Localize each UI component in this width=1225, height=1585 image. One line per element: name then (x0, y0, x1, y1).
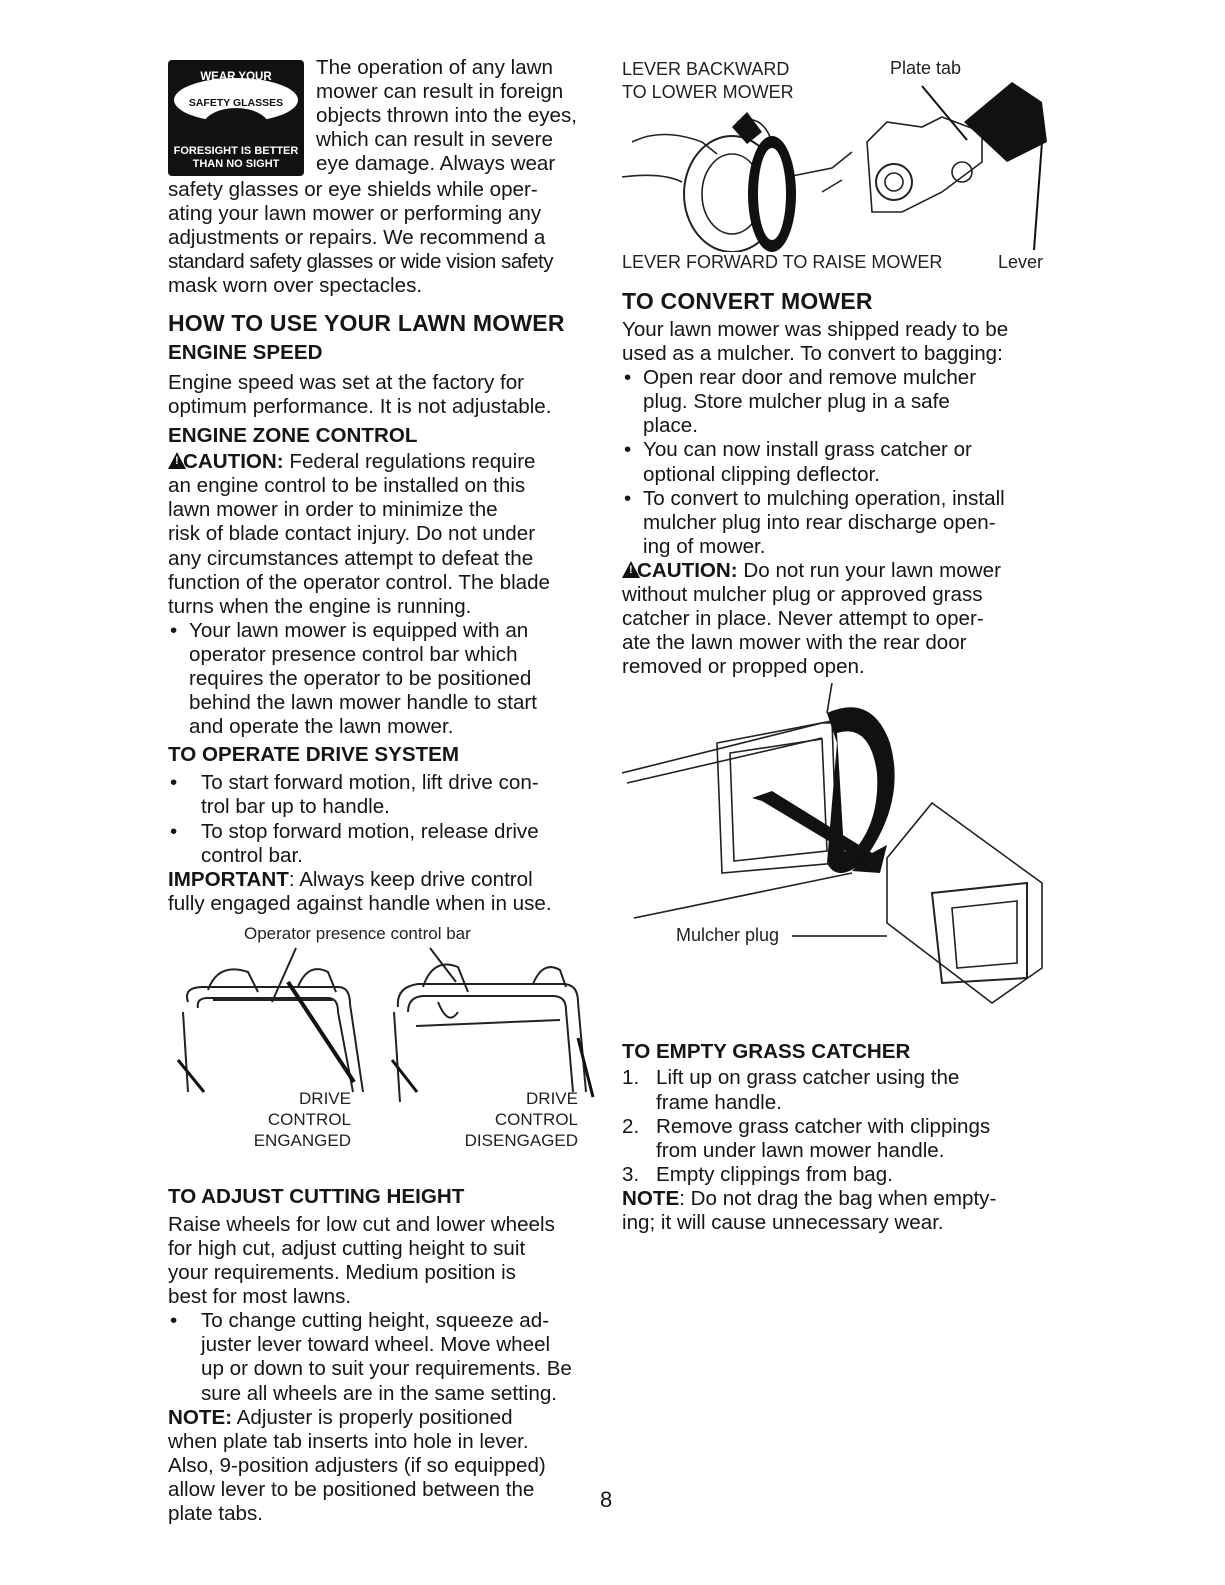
intro-line: objects thrown into the eyes, (316, 104, 578, 128)
engaged-line: DRIVE (299, 1088, 351, 1108)
operator-bar-caption: Operator presence control bar (244, 923, 471, 943)
step-line: Remove grass catcher with clippings (656, 1114, 991, 1138)
safety-glasses-icon (168, 60, 304, 176)
safety-glasses-warning-label (168, 60, 304, 176)
engine-zone-heading: ENGINE ZONE CONTROL (168, 424, 418, 448)
step-line: Empty clippings from bag. (656, 1162, 893, 1186)
caution-icon (622, 561, 640, 578)
cutting-note (168, 1406, 596, 1526)
important-paragraph (168, 868, 596, 916)
operator-control-figure (168, 924, 596, 1154)
empty-note (622, 1187, 1050, 1235)
drive-bullet (168, 771, 596, 819)
intro-line: eye damage. Always wear (316, 152, 556, 176)
mulcher-plug-figure (622, 683, 1050, 1033)
step-number: 1. (622, 1066, 640, 1090)
engine-speed-line: optimum performance. It is not adjustable. (168, 395, 552, 419)
engine-speed-paragraph (168, 371, 596, 419)
convert-caution (622, 559, 1050, 679)
bullet-line: mulcher plug into rear discharge open- (643, 510, 996, 534)
cutting-line: for high cut, adjust cutting height to suit (168, 1236, 526, 1260)
lever-backward-line: TO LOWER MOWER (622, 82, 794, 102)
disengaged-line: DRIVE (526, 1088, 578, 1108)
caution-line: removed or propped open. (622, 655, 865, 679)
drive-bullet (168, 820, 596, 868)
engine-zone-line: Federal regulations require (283, 450, 536, 474)
caution-icon (168, 452, 186, 469)
note-line: : Do not drag the bag when empty- (679, 1186, 997, 1210)
engine-speed-heading: ENGINE SPEED (168, 341, 323, 364)
bullet-line: • Open rear door and remove mulcher (643, 366, 977, 390)
bullet-line: plug. Store mulcher plug in a safe (643, 390, 950, 414)
cutting-height-heading: TO ADJUST CUTTING HEIGHT (168, 1184, 465, 1208)
cutting-paragraph (168, 1213, 596, 1309)
engaged-line: CONTROL (267, 1109, 351, 1129)
bullet-line: ing of mower. (643, 534, 766, 558)
how-to-use-heading: HOW TO USE YOUR LAWN MOWER (168, 310, 565, 336)
intro-line: adjustments or repairs. We recommend a (168, 226, 546, 250)
bullet-line: juster lever toward wheel. Move wheel (201, 1333, 551, 1357)
bullet-line: • To convert to mulching operation, install (643, 486, 1005, 510)
bullet-line: • You can now install grass catcher or (643, 438, 972, 462)
engine-zone-line: turns when the engine is running. (168, 594, 472, 618)
wheel-lever-illustration (622, 82, 1052, 252)
convert-line: used as a mulcher. To convert to bagging: (622, 342, 1003, 366)
engine-speed-line: Engine speed was set at the factory for (168, 371, 525, 394)
cutting-line: your requirements. Medium position is (168, 1261, 516, 1285)
bullet-line: • To stop forward motion, release drive (201, 819, 539, 843)
cutting-line: Raise wheels for low cut and lower wheels (168, 1212, 555, 1236)
caution-line: catcher in place. Never attempt to oper- (622, 607, 984, 631)
convert-mower-heading: TO CONVERT MOWER (622, 288, 873, 314)
left-column (168, 56, 596, 1526)
right-column (622, 56, 1050, 1235)
note-line: plate tabs. (168, 1502, 264, 1525)
empty-step (622, 1163, 1050, 1187)
bullet-line: up or down to suit your requirements. Be (201, 1357, 572, 1381)
engaged-line: ENGANGED (253, 1130, 351, 1150)
convert-paragraph (622, 318, 1050, 366)
caution-line: without mulcher plug or approved grass (622, 583, 983, 607)
bullet-line: requires the operator to be positioned (189, 667, 532, 691)
intro-line: safety glasses or eye shields while oper- (168, 178, 538, 201)
engine-zone-line: any circumstances attempt to defeat the (168, 546, 534, 570)
engine-zone-line: an engine control to be installed on this (168, 474, 526, 498)
warning-label-line1: WEAR YOUR (200, 71, 272, 83)
convert-bullet (622, 487, 1050, 559)
important-line: fully engaged against handle when in use. (168, 891, 552, 915)
note-line: Also, 9-position adjusters (if so equipped) (168, 1453, 546, 1477)
intro-line: ating your lawn mower or performing any (168, 202, 542, 226)
warning-label-line4: THAN NO SIGHT (192, 158, 280, 170)
intro-line: which can result in severe (316, 128, 553, 152)
height-adjuster-figure (622, 56, 1050, 278)
important-line: : Always keep drive control (288, 867, 533, 891)
bullet-line: • To change cutting height, squeeze ad- (201, 1309, 550, 1333)
step-number: 3. (622, 1162, 640, 1186)
empty-step (622, 1115, 1050, 1163)
engine-zone-line: function of the operator control. The blade (168, 570, 550, 594)
cutting-line: best for most lawns. (168, 1285, 352, 1309)
engine-zone-line: lawn mower in order to minimize the (168, 498, 498, 522)
bullet-line: behind the lawn mower handle to start (189, 691, 538, 715)
intro-line: mower can result in foreign (316, 80, 564, 104)
convert-bullet (622, 438, 1050, 486)
note-label: NOTE: (168, 1405, 233, 1429)
caution-label: CAUTION: (637, 558, 738, 582)
intro-line: mask worn over spectacles. (168, 274, 423, 298)
bullet-line: operator presence control bar which (189, 642, 518, 666)
bullet-line: • To start forward motion, lift drive con- (201, 771, 539, 795)
engine-zone-paragraph (168, 450, 596, 619)
step-line: from under lawn mower handle. (656, 1138, 945, 1162)
important-label: IMPORTANT (168, 867, 289, 891)
empty-steps-list (622, 1066, 1050, 1186)
step-line: Lift up on grass catcher using the (656, 1066, 960, 1090)
mulcher-plug-illustration (622, 683, 1052, 1013)
bullet-line: optional clipping deflector. (643, 462, 880, 486)
bullet-line: sure all wheels are in the same setting. (201, 1381, 557, 1405)
caution-line: ate the lawn mower with the rear door (622, 631, 967, 655)
note-line: allow lever to be positioned between the (168, 1477, 535, 1501)
bullet-line: place. (643, 414, 698, 438)
note-line: Adjuster is properly positioned (232, 1405, 513, 1429)
mulcher-plug-caption: Mulcher plug (676, 925, 780, 946)
cutting-bullet (168, 1309, 596, 1405)
intro-line: standard safety glasses or wide vision safety (168, 250, 554, 274)
bullet-line: trol bar up to handle. (201, 795, 390, 819)
bullet-line: control bar. (201, 843, 303, 867)
engine-zone-line: risk of blade contact injury. Do not under (168, 522, 536, 546)
intro-line: The operation of any lawn (316, 56, 553, 79)
step-number: 2. (622, 1114, 640, 1138)
empty-step (622, 1066, 1050, 1114)
disengaged-line: CONTROL (494, 1109, 578, 1129)
page-number: 8 (600, 1487, 613, 1512)
lever-label: Lever (998, 252, 1044, 272)
note-line: ing; it will cause unnecessary wear. (622, 1210, 944, 1234)
convert-line: Your lawn mower was shipped ready to be (622, 318, 1009, 341)
note-line: when plate tab inserts into hole in lever. (168, 1429, 529, 1453)
warning-label-line2: SAFETY GLASSES (188, 97, 284, 109)
engaged-label (286, 1089, 351, 1109)
note-label: NOTE (622, 1186, 680, 1210)
lever-backward-line: LEVER BACKWARD (622, 59, 790, 79)
bullet-line: • Your lawn mower is equipped with an (189, 618, 529, 642)
warning-label-line3: FORESIGHT IS BETTER (173, 145, 299, 157)
plate-tab-label: Plate tab (890, 58, 962, 78)
caution-line: Do not run your lawn mower (737, 558, 1001, 582)
bullet-line: and operate the lawn mower. (189, 715, 454, 739)
lever-forward-label: LEVER FORWARD TO RAISE MOWER (622, 252, 943, 272)
empty-catcher-heading: TO EMPTY GRASS CATCHER (622, 1040, 911, 1064)
convert-bullet (622, 366, 1050, 438)
engine-zone-bullet (168, 619, 596, 739)
caution-label: CAUTION: (183, 450, 284, 474)
drive-system-heading: TO OPERATE DRIVE SYSTEM (168, 743, 460, 767)
disengaged-line: DISENGAGED (464, 1130, 578, 1150)
step-line: frame handle. (656, 1090, 782, 1114)
